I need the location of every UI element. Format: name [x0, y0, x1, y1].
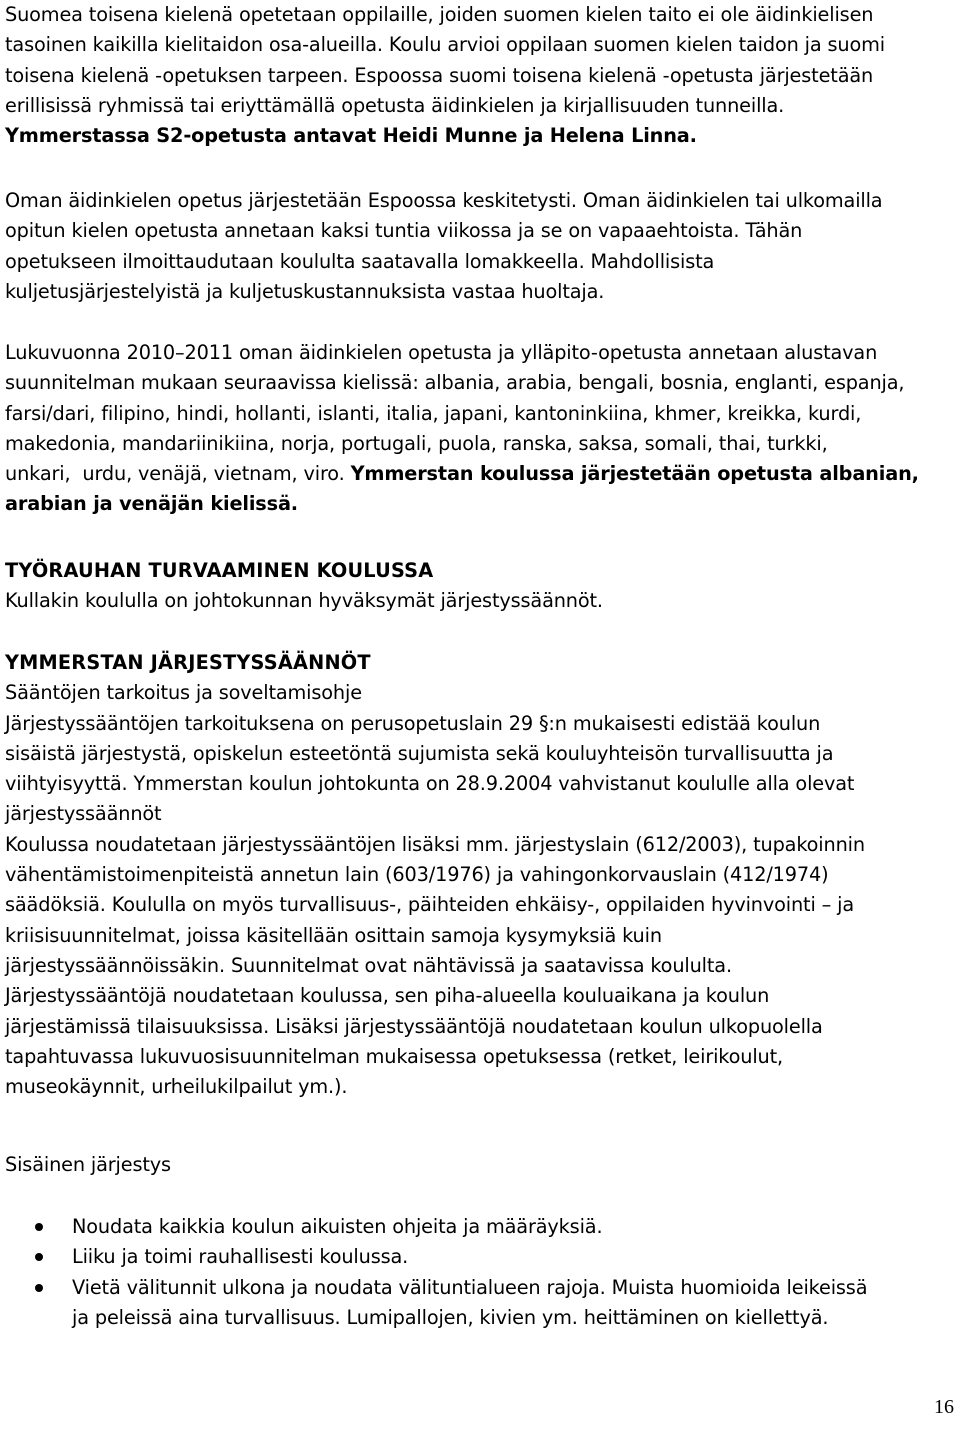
bold-text-line: arabian ja venäjän kielissä.	[5, 492, 298, 516]
bullet-icon	[35, 1223, 43, 1231]
list-item-text: Liiku ja toimi rauhallisesti koulussa.	[72, 1245, 409, 1269]
bullet-icon	[35, 1284, 43, 1292]
section-heading: TYÖRAUHAN TURVAAMINEN KOULUSSA	[5, 559, 434, 582]
list-item	[0, 1242, 960, 1272]
list-item-text: ja peleissä aina turvallisuus. Lumipallojen, kivien ym. heittäminen on kiellettyä.	[72, 1305, 829, 1329]
paragraph-s2-teaching	[5, 0, 950, 151]
text-line: kuljetusjärjestelyistä ja kuljetuskustannuksista vastaa huoltaja.	[5, 279, 605, 303]
section-heading: YMMERSTAN JÄRJESTYSSÄÄNNÖT	[5, 651, 371, 674]
text-normal: unkari, urdu, venäjä, vietnam, viro.	[5, 462, 351, 486]
paragraph-languages	[5, 338, 950, 520]
text-line: kriisisuunnitelmat, joissa käsitellään osittain samoja kysymyksiä kuin	[5, 923, 662, 947]
text-line: tasoinen kaikilla kielitaidon osa-alueilla. Koulu arvioi oppilaan suomen kielen taidon ja suomi	[5, 33, 885, 57]
list-item-text: Noudata kaikkia koulun aikuisten ohjeita ja määräyksiä.	[72, 1215, 603, 1238]
text-line: Järjestyssääntöjen tarkoituksena on perusopetuslain 29 §:n mukaisesti edistää koulun	[5, 711, 821, 735]
text-line: Kullakin koululla on johtokunnan hyväksymät järjestyssäännöt.	[5, 589, 603, 613]
text-line: sisäistä järjestystä, opiskelun esteetöntä sujumista sekä kouluyhteisön turvallisuutta ja	[5, 741, 834, 765]
text-line: Oman äidinkielen opetus järjestetään Espoossa keskitetysti. Oman äidinkielen tai ulkomailla	[5, 189, 883, 212]
text-line: opetukseen ilmoittaudutaan koululta saatavalla lomakkeella. Mahdollisista	[5, 249, 715, 273]
text-line: järjestyssäännöissäkin. Suunnitelmat ovat nähtävissä ja saatavissa koululta.	[5, 953, 732, 977]
text-line: Koulussa noudatetaan järjestyssääntöjen lisäksi mm. järjestyslain (612/2003), tupakoinnin	[5, 832, 865, 856]
paragraph-mother-tongue	[5, 186, 950, 307]
list-item	[0, 1212, 960, 1242]
text-line: järjestyssäännöt	[5, 802, 162, 826]
text-bold: Ymmerstan koulussa järjestetään opetusta albanian,	[350, 462, 919, 486]
section-internal-order	[5, 1150, 950, 1180]
section-subheading: Sääntöjen tarkoitus ja soveltamisohje	[5, 681, 362, 705]
bullet-icon	[35, 1253, 43, 1261]
list-item-text: Vietä välitunnit ulkona ja noudata välituntialueen rajoja. Muista huomioida leikeissä	[72, 1275, 868, 1299]
list-item	[0, 1273, 960, 1334]
text-line: erillisissä ryhmissä tai eriyttämällä opetusta äidinkielen ja kirjallisuuden tunneilla.	[5, 93, 785, 117]
text-line: makedonia, mandariinikiina, norja, portugali, puola, ranska, saksa, somali, thai, turkki,	[5, 431, 828, 455]
text-line: säädöksiä. Koululla on myös turvallisuus-, päihteiden ehkäisy-, oppilaiden hyvinvointi – ja	[5, 893, 854, 917]
rules-bullet-list	[0, 1212, 960, 1333]
text-line: Lukuvuonna 2010–2011 oman äidinkielen opetusta ja ylläpito-opetusta annetaan alustavan	[5, 341, 878, 364]
text-line: vähentämistoimenpiteistä annetun lain (603/1976) ja vahingonkorvauslain (412/1974)	[5, 863, 829, 887]
text-line: farsi/dari, filipino, hindi, hollanti, islanti, italia, japani, kantoninkiina, khmer, kreikka, kurdi,	[5, 401, 862, 425]
text-line: Järjestyssääntöjä noudatetaan koulussa, sen piha-alueella kouluaikana ja koulun	[5, 984, 770, 1008]
text-line: järjestämissä tilaisuuksissa. Lisäksi järjestyssääntöjä noudatetaan koulun ulkopuolella	[5, 1014, 823, 1038]
text-line: opitun kielen opetusta annetaan kaksi tuntia viikossa ja se on vapaaehtoista. Tähän	[5, 219, 803, 243]
page-number: 16	[934, 1396, 954, 1418]
text-line: viihtyisyyttä. Ymmerstan koulun johtokunta on 28.9.2004 vahvistanut koululle alla olevat	[5, 772, 855, 796]
text-line: tapahtuvassa lukuvuosisuunnitelman mukaisessa opetuksessa (retket, leirikoulut,	[5, 1044, 784, 1068]
text-line: museokäynnit, urheilukilpailut ym.).	[5, 1075, 348, 1099]
section-school-rules	[5, 648, 950, 1102]
section-subheading: Sisäinen järjestys	[5, 1153, 171, 1176]
text-line: toisena kielenä -opetuksen tarpeen. Espoossa suomi toisena kielenä -opetusta järjestetään	[5, 63, 874, 87]
bold-text-line: Ymmerstassa S2-opetusta antavat Heidi Munne ja Helena Linna.	[5, 124, 697, 148]
text-line: suunnitelman mukaan seuraavissa kielissä: albania, arabia, bengali, bosnia, englanti, espanja,	[5, 371, 905, 395]
text-line	[5, 459, 950, 489]
text-line: Suomea toisena kielenä opetetaan oppilaille, joiden suomen kielen taito ei ole äidinkielisen	[5, 3, 874, 26]
section-work-peace	[5, 556, 950, 617]
